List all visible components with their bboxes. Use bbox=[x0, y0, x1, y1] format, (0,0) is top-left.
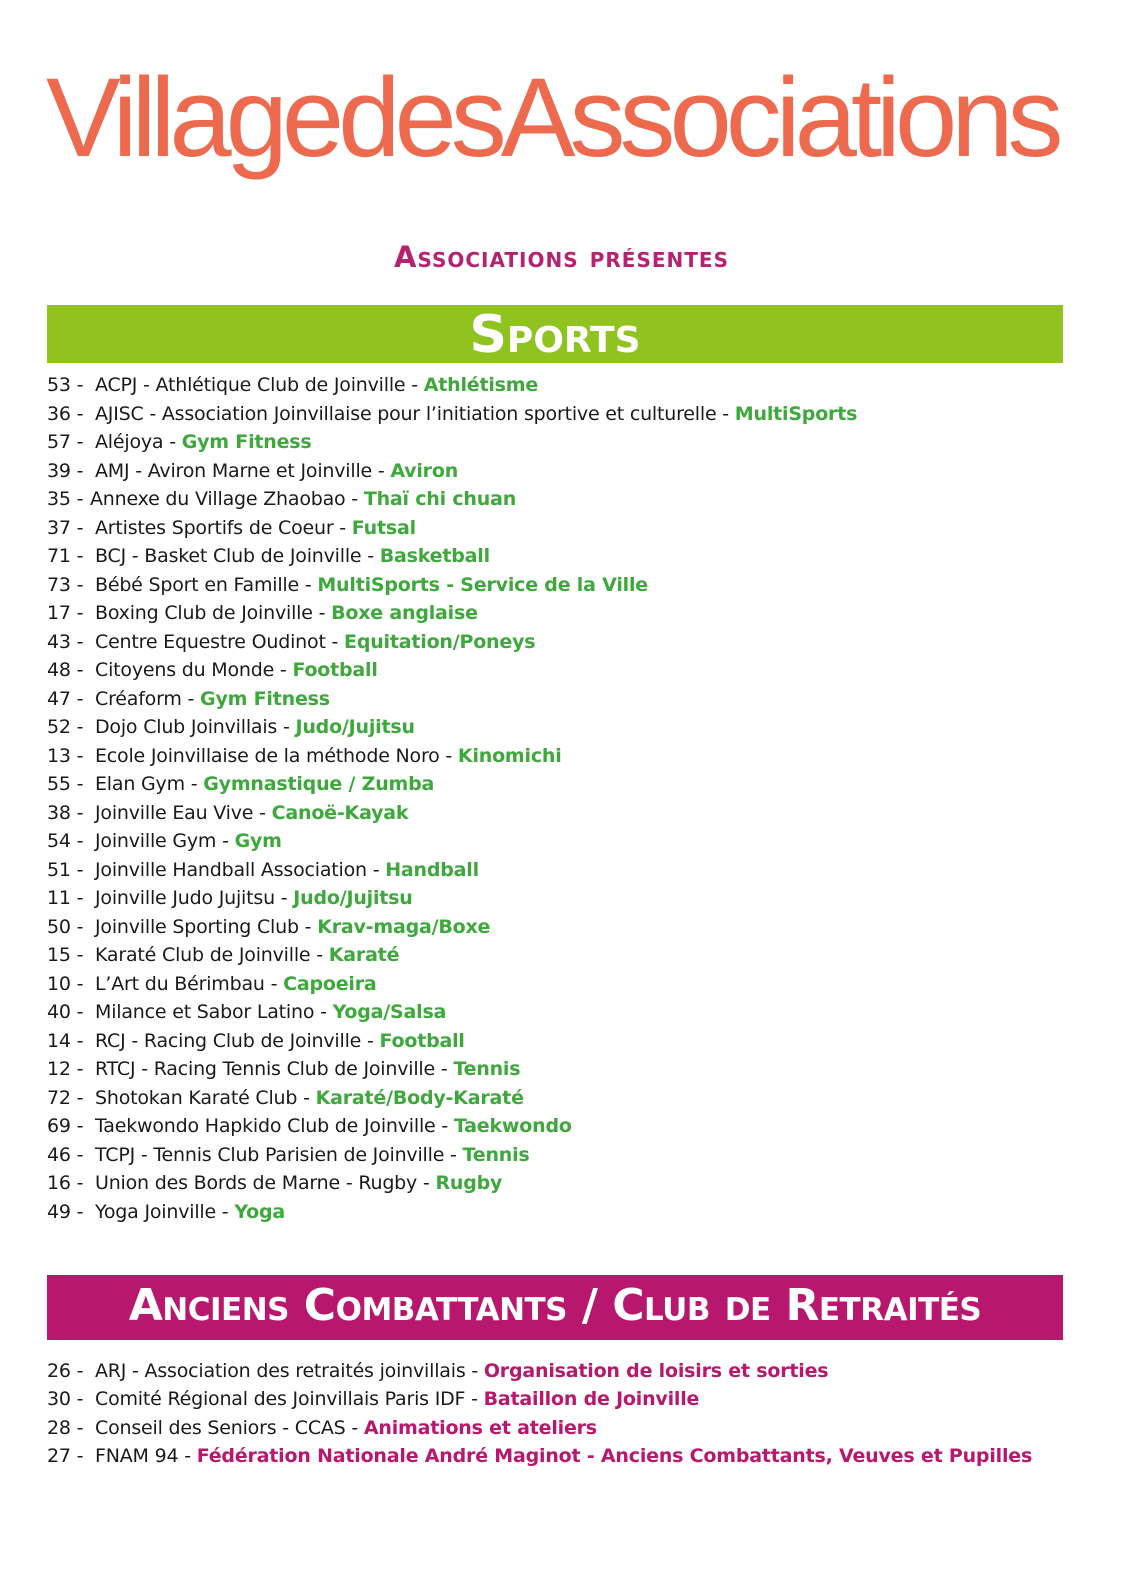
association-name: Milance et Sabor Latino - bbox=[95, 1001, 327, 1023]
association-name: Karaté Club de Joinville - bbox=[95, 944, 323, 966]
association-name: Créaform - bbox=[95, 687, 195, 710]
association-name: Annexe du Village Zhaobao - bbox=[90, 488, 358, 510]
item-number: 36 - bbox=[47, 402, 84, 425]
association-name: Comité Régional des Joinvillais Paris IDF - bbox=[95, 1388, 478, 1411]
item-number: 37 - bbox=[47, 516, 84, 539]
activity-label: Football bbox=[379, 1029, 465, 1052]
association-name: ARJ - Association des retraités joinvillais - bbox=[95, 1360, 479, 1382]
item-number: 46 - bbox=[47, 1143, 84, 1166]
activity-label: Athlétisme bbox=[423, 374, 539, 396]
association-name: AJISC - Association Joinvillaise pour l’initiation sportive et culturelle - bbox=[95, 402, 729, 425]
list-item bbox=[47, 1084, 857, 1113]
activity-label: Gym Fitness bbox=[181, 431, 312, 453]
section-header-sports: Sports bbox=[47, 305, 1063, 363]
activity-label: Judo/Jujitsu bbox=[295, 716, 415, 738]
activity-label: Thaï chi chuan bbox=[363, 488, 517, 510]
list-item bbox=[47, 1169, 857, 1198]
association-name: RTCJ - Racing Tennis Club de Joinville - bbox=[95, 1058, 448, 1080]
association-name: Taekwondo Hapkido Club de Joinville - bbox=[95, 1115, 449, 1137]
item-number: 57 - bbox=[47, 431, 84, 453]
association-name: Yoga Joinville - bbox=[95, 1200, 229, 1223]
item-number: 53 - bbox=[47, 374, 84, 396]
activity-label: Tennis bbox=[462, 1143, 530, 1166]
association-name: Joinville Sporting Club - bbox=[95, 915, 312, 938]
list-item bbox=[47, 428, 857, 457]
list-item bbox=[47, 599, 857, 628]
association-name: Elan Gym - bbox=[95, 773, 198, 795]
activity-label: MultiSports bbox=[734, 402, 858, 425]
association-name: Joinville Handball Association - bbox=[95, 858, 380, 881]
list-item bbox=[47, 485, 857, 514]
item-number: 71 - bbox=[47, 545, 84, 567]
association-name: Centre Equestre Oudinot - bbox=[95, 630, 339, 653]
activity-label: MultiSports - Service de la Ville bbox=[317, 573, 648, 596]
item-number: 13 - bbox=[47, 744, 84, 767]
item-number: 38 - bbox=[47, 801, 84, 824]
activity-label: Taekwondo bbox=[453, 1115, 572, 1137]
item-number: 10 - bbox=[47, 972, 84, 995]
association-name: Union des Bords de Marne - Rugby - bbox=[95, 1172, 430, 1194]
activity-label: Tennis bbox=[453, 1058, 521, 1080]
list-item bbox=[47, 856, 857, 885]
veterans-list bbox=[47, 1357, 1032, 1470]
activity-label: Karaté/Body-Karaté bbox=[315, 1086, 524, 1109]
activity-label: Football bbox=[292, 659, 378, 681]
item-number: 73 - bbox=[47, 573, 84, 596]
list-item bbox=[47, 913, 857, 942]
item-number: 12 - bbox=[47, 1058, 84, 1080]
item-number: 35 - bbox=[47, 488, 84, 510]
activity-label: Futsal bbox=[351, 516, 416, 539]
activity-label: Handball bbox=[385, 858, 479, 881]
item-number: 30 - bbox=[47, 1388, 84, 1411]
activity-label: Bataillon de Joinville bbox=[483, 1388, 700, 1411]
list-item bbox=[47, 1442, 1032, 1470]
item-number: 50 - bbox=[47, 915, 84, 938]
list-item bbox=[47, 1198, 857, 1227]
association-name: Citoyens du Monde - bbox=[95, 659, 287, 681]
sports-list bbox=[47, 371, 857, 1226]
association-name: Conseil des Seniors - CCAS - bbox=[95, 1416, 359, 1439]
activity-label: Capoeira bbox=[283, 972, 377, 995]
association-name: L’Art du Bérimbau - bbox=[95, 972, 278, 995]
activity-label: Kinomichi bbox=[457, 744, 562, 767]
list-item bbox=[47, 1055, 857, 1084]
item-number: 17 - bbox=[47, 602, 84, 624]
activity-label: Organisation de loisirs et sorties bbox=[483, 1360, 829, 1382]
item-number: 43 - bbox=[47, 630, 84, 653]
list-item bbox=[47, 770, 857, 799]
list-item bbox=[47, 799, 857, 828]
association-name: Bébé Sport en Famille - bbox=[95, 573, 312, 596]
list-item bbox=[47, 884, 857, 913]
list-item bbox=[47, 1112, 857, 1141]
item-number: 26 - bbox=[47, 1360, 84, 1382]
association-name: Aléjoya - bbox=[95, 431, 176, 453]
list-item bbox=[47, 628, 857, 657]
item-number: 55 - bbox=[47, 773, 84, 795]
activity-label: Equitation/Poneys bbox=[344, 630, 536, 653]
brand-logo: VillagedesAssociations bbox=[46, 55, 1058, 180]
activity-label: Fédération Nationale André Maginot - Anciens Combattants, Veuves et Pupilles bbox=[196, 1444, 1033, 1467]
list-item bbox=[47, 713, 857, 742]
list-item bbox=[47, 1357, 1032, 1385]
activity-label: Canoë-Kayak bbox=[271, 801, 409, 824]
activity-label: Boxe anglaise bbox=[331, 602, 478, 624]
association-name: Shotokan Karaté Club - bbox=[95, 1086, 310, 1109]
item-number: 14 - bbox=[47, 1029, 84, 1052]
activity-label: Aviron bbox=[390, 459, 459, 482]
association-name: RCJ - Racing Club de Joinville - bbox=[95, 1029, 374, 1052]
list-item bbox=[47, 970, 857, 999]
list-item bbox=[47, 941, 857, 970]
association-name: Ecole Joinvillaise de la méthode Noro - bbox=[95, 744, 453, 767]
section-header-veterans: Anciens Combattants / Club de Retraités bbox=[47, 1275, 1063, 1340]
item-number: 40 - bbox=[47, 1001, 84, 1023]
list-item bbox=[47, 1027, 857, 1056]
item-number: 27 - bbox=[47, 1444, 84, 1467]
association-name: AMJ - Aviron Marne et Joinville - bbox=[95, 459, 385, 482]
list-item bbox=[47, 542, 857, 571]
activity-label: Rugby bbox=[435, 1172, 503, 1194]
activity-label: Basketball bbox=[379, 545, 490, 567]
association-name: Boxing Club de Joinville - bbox=[95, 602, 326, 624]
item-number: 54 - bbox=[47, 830, 84, 852]
list-item bbox=[47, 656, 857, 685]
association-name: Artistes Sportifs de Coeur - bbox=[95, 516, 346, 539]
association-name: Joinville Gym - bbox=[95, 830, 229, 852]
activity-label: Animations et ateliers bbox=[363, 1416, 597, 1439]
activity-label: Gym bbox=[234, 830, 282, 852]
item-number: 39 - bbox=[47, 459, 84, 482]
list-item bbox=[47, 1414, 1032, 1442]
activity-label: Judo/Jujitsu bbox=[293, 887, 413, 909]
list-item bbox=[47, 998, 857, 1027]
item-number: 52 - bbox=[47, 716, 84, 738]
item-number: 69 - bbox=[47, 1115, 84, 1137]
list-item bbox=[47, 1141, 857, 1170]
list-item bbox=[47, 400, 857, 429]
association-name: Joinville Eau Vive - bbox=[95, 801, 266, 824]
item-number: 28 - bbox=[47, 1416, 84, 1439]
item-number: 51 - bbox=[47, 858, 84, 881]
association-name: BCJ - Basket Club de Joinville - bbox=[95, 545, 374, 567]
list-item bbox=[47, 371, 857, 400]
item-number: 49 - bbox=[47, 1200, 84, 1223]
activity-label: Yoga bbox=[234, 1200, 286, 1223]
activity-label: Yoga/Salsa bbox=[332, 1001, 447, 1023]
item-number: 72 - bbox=[47, 1086, 84, 1109]
association-name: ACPJ - Athlétique Club de Joinville - bbox=[95, 374, 418, 396]
list-item bbox=[47, 827, 857, 856]
page-subtitle: Associations présentes bbox=[394, 240, 729, 274]
activity-label: Karaté bbox=[328, 944, 400, 966]
association-name: TCPJ - Tennis Club Parisien de Joinville - bbox=[95, 1143, 457, 1166]
activity-label: Gym Fitness bbox=[200, 687, 330, 710]
item-number: 48 - bbox=[47, 659, 84, 681]
association-name: Dojo Club Joinvillais - bbox=[95, 716, 290, 738]
item-number: 16 - bbox=[47, 1172, 84, 1194]
association-name: FNAM 94 - bbox=[95, 1444, 191, 1467]
list-item bbox=[47, 742, 857, 771]
list-item bbox=[47, 1385, 1032, 1413]
association-name: Joinville Judo Jujitsu - bbox=[95, 887, 288, 909]
activity-label: Krav-maga/Boxe bbox=[317, 915, 491, 938]
list-item bbox=[47, 457, 857, 486]
item-number: 47 - bbox=[47, 687, 84, 710]
list-item bbox=[47, 685, 857, 714]
item-number: 11 - bbox=[47, 887, 84, 909]
activity-label: Gymnastique / Zumba bbox=[203, 773, 435, 795]
item-number: 15 - bbox=[47, 944, 84, 966]
list-item bbox=[47, 571, 857, 600]
list-item bbox=[47, 514, 857, 543]
